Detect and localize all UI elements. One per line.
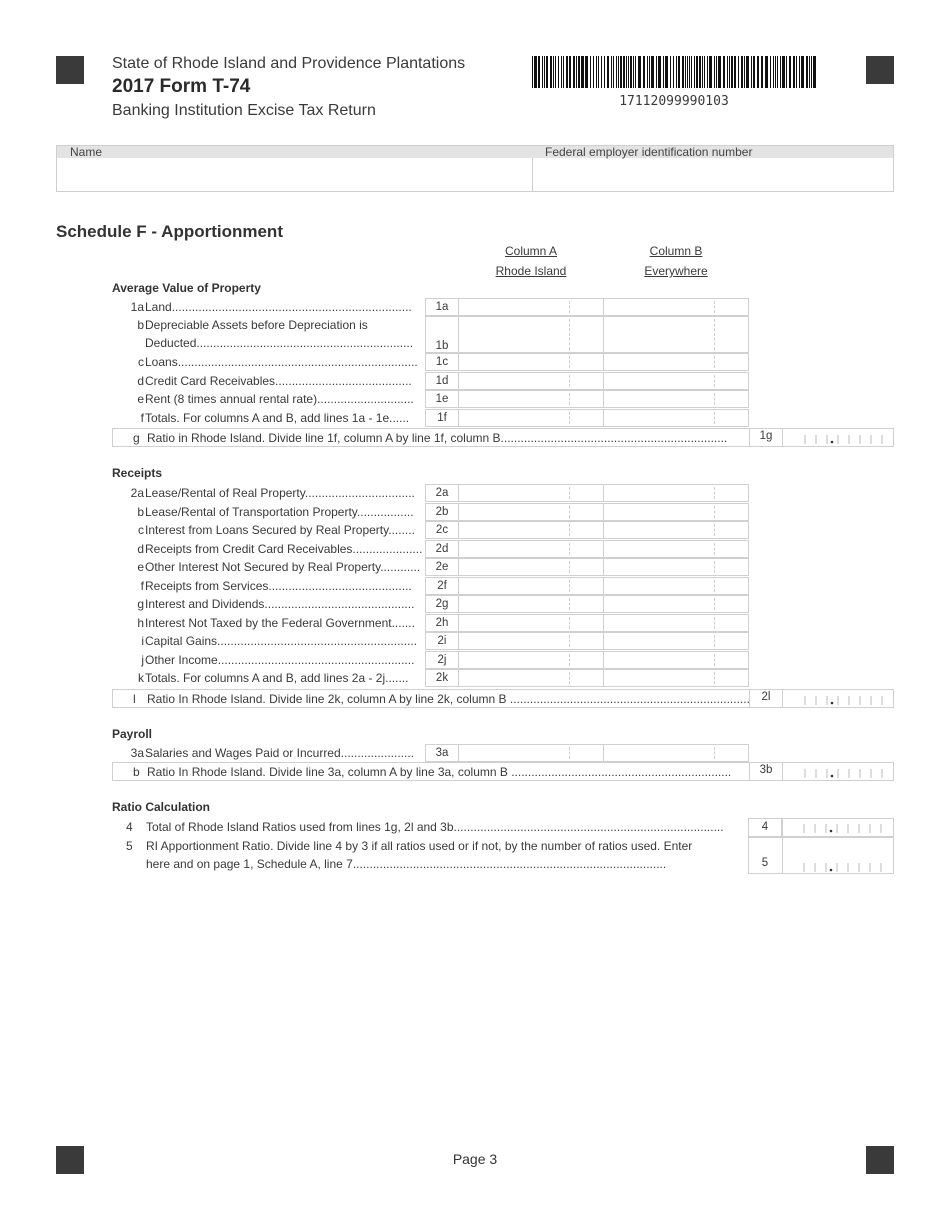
line-3a-column-b-input[interactable] (603, 744, 749, 762)
line-1g-row: g Ratio in Rhode Island. Divide line 1f, column A by line 1f, column B.................................................................... 1g (112, 428, 894, 447)
column-a-heading: Column A (504, 244, 558, 258)
line-2e-column-a-input[interactable] (458, 558, 604, 576)
line-2j-column-b-input[interactable] (603, 651, 749, 669)
line-1g-ratio-input[interactable] (803, 433, 893, 444)
column-a-subheading: Rhode Island (495, 264, 567, 278)
line-2f-column-a-input[interactable] (458, 577, 604, 595)
line-2a-row: 2a Lease/Rental of Real Property................................. 2a (0, 484, 950, 502)
line-2i-row: i Capital Gains............................................................ 2i (0, 632, 950, 650)
registration-mark-top-right (866, 56, 894, 84)
line-1b-column-a-input[interactable] (458, 316, 604, 353)
line-3b-row: b Ratio In Rhode Island. Divide line 3a, column A by line 3a, column B .................................................................. 3b (112, 762, 894, 781)
line-2j-row: j Other Income........................................................... 2j (0, 651, 950, 669)
page-number: Page 3 (452, 1151, 498, 1167)
line-2b-row: b Lease/Rental of Transportation Property................. 2b (0, 503, 950, 521)
line-1e-row: e Rent (8 times annual rental rate)............................. 1e (0, 390, 950, 408)
barcode (530, 56, 818, 88)
form-title: 2017 Form T-74 (112, 76, 251, 97)
line-2k-column-a-input[interactable] (458, 669, 604, 687)
column-b-heading: Column B (649, 244, 703, 258)
line-1c-column-a-input[interactable] (458, 353, 604, 371)
schedule-title: Schedule F - Apportionment (56, 222, 283, 241)
line-2k-column-b-input[interactable] (603, 669, 749, 687)
line-2c-column-b-input[interactable] (603, 521, 749, 539)
line-2h-column-b-input[interactable] (603, 614, 749, 632)
line-2f-row: f Receipts from Services........................................... 2f (0, 577, 950, 595)
name-input[interactable] (57, 158, 531, 191)
line-1f-column-b-input[interactable] (603, 409, 749, 427)
line-1b-row: b Depreciable Assets before Depreciation is Deducted................................................................. 1b (0, 316, 950, 353)
form-subtitle: Banking Institution Excise Tax Return (112, 102, 376, 119)
column-b-subheading: Everywhere (644, 264, 708, 278)
line-1e-column-a-input[interactable] (458, 390, 604, 408)
line-1c-column-b-input[interactable] (603, 353, 749, 371)
line-4-row: 4 Total of Rhode Island Ratios used from lines 1g, 2l and 3b................................................................................. 4 (112, 818, 894, 837)
line-1a-column-a-input[interactable] (458, 298, 604, 316)
line-2a-column-b-input[interactable] (603, 484, 749, 502)
line-1f-row: f Totals. For columns A and B, add lines 1a - 1e...... 1f (0, 409, 950, 427)
line-2k-row: k Totals. For columns A and B, add lines 2a - 2j....... 2k (0, 669, 950, 687)
line-3a-row: 3a Salaries and Wages Paid or Incurred...................... 3a (0, 744, 950, 762)
line-2c-row: c Interest from Loans Secured by Real Property........ 2c (0, 521, 950, 539)
line-2h-column-a-input[interactable] (458, 614, 604, 632)
fein-label: Federal employer identification number (545, 145, 753, 159)
line-1e-column-b-input[interactable] (603, 390, 749, 408)
line-2i-column-b-input[interactable] (603, 632, 749, 650)
line-2e-row: e Other Interest Not Secured by Real Property............ 2e (0, 558, 950, 576)
line-2c-column-a-input[interactable] (458, 521, 604, 539)
line-1f-column-a-input[interactable] (458, 409, 604, 427)
line-2a-column-a-input[interactable] (458, 484, 604, 502)
line-2b-column-a-input[interactable] (458, 503, 604, 521)
fein-input[interactable] (533, 158, 893, 191)
line-2l-row: l Ratio In Rhode Island. Divide line 2k, column A by line 2k, column B ........................................................................ 2l (112, 689, 894, 708)
line-2h-row: h Interest Not Taxed by the Federal Government....... 2h (0, 614, 950, 632)
line-2d-column-b-input[interactable] (603, 540, 749, 558)
line-1c-row: c Loans........................................................................ 1c (0, 353, 950, 371)
line-2g-column-a-input[interactable] (458, 595, 604, 613)
line-3b-ratio-input[interactable] (803, 767, 893, 778)
section-title-property: Average Value of Property (112, 281, 261, 295)
line-5-ratio-input[interactable] (802, 861, 892, 872)
state-name: State of Rhode Island and Providence Plantations (112, 55, 466, 72)
section-title-receipts: Receipts (112, 466, 163, 480)
name-label: Name (70, 145, 103, 159)
line-1a-row: 1a Land........................................................................ 1a (0, 298, 950, 316)
line-1d-column-b-input[interactable] (603, 372, 749, 390)
registration-mark-top-left (56, 56, 84, 84)
line-2d-column-a-input[interactable] (458, 540, 604, 558)
line-2g-column-b-input[interactable] (603, 595, 749, 613)
line-2b-column-b-input[interactable] (603, 503, 749, 521)
line-2d-row: d Receipts from Credit Card Receivables..................... 2d (0, 540, 950, 558)
line-1b-column-b-input[interactable] (603, 316, 749, 353)
line-1d-column-a-input[interactable] (458, 372, 604, 390)
line-1d-row: d Credit Card Receivables......................................... 1d (0, 372, 950, 390)
line-2f-column-b-input[interactable] (603, 577, 749, 595)
line-2l-ratio-input[interactable] (803, 694, 893, 705)
line-1a-column-b-input[interactable] (603, 298, 749, 316)
line-2j-column-a-input[interactable] (458, 651, 604, 669)
section-title-payroll: Payroll (112, 727, 153, 741)
line-4-ratio-input[interactable] (802, 822, 892, 833)
barcode-number: 17112099990103 (619, 94, 729, 109)
line-2g-row: g Interest and Dividends............................................. 2g (0, 595, 950, 613)
identification-box (56, 145, 894, 192)
line-3a-column-a-input[interactable] (458, 744, 604, 762)
line-2e-column-b-input[interactable] (603, 558, 749, 576)
section-title-ratio-calculation: Ratio Calculation (112, 800, 211, 814)
line-2i-column-a-input[interactable] (458, 632, 604, 650)
line-5-row: 5 RI Apportionment Ratio. Divide line 4 by 3 if all ratios used or if not, by the number of ratios used. Enter here and on page 1, Schedule A, line 7.............................................................................................. 5 (112, 837, 894, 874)
